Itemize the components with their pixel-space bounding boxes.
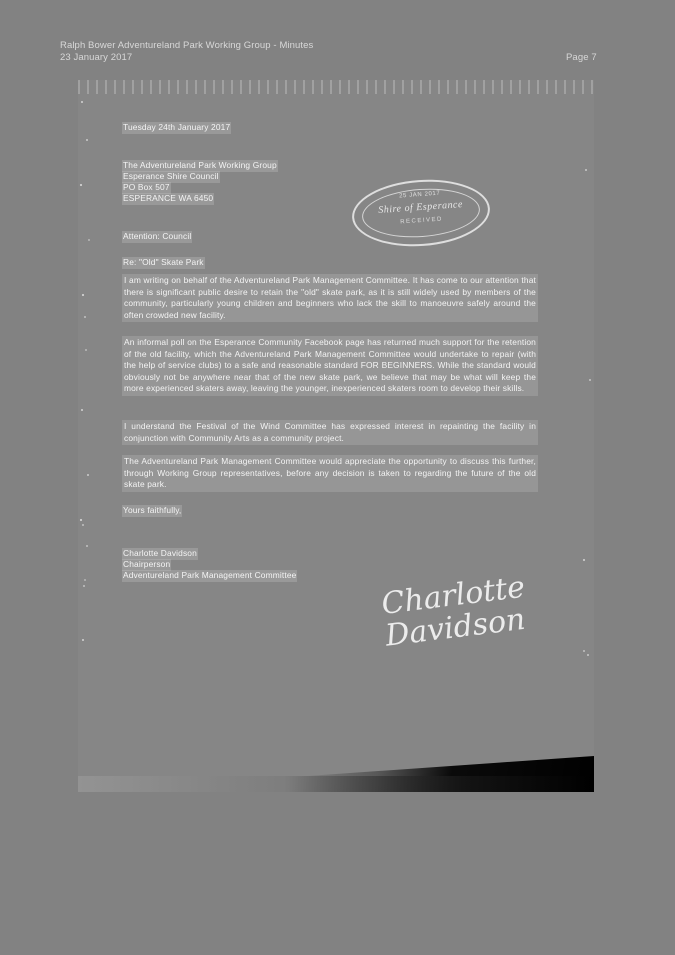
received-stamp-name: Shire of Esperance <box>377 199 464 216</box>
letter-subject: Re: "Old" Skate Park <box>123 257 204 267</box>
letter-recipient-line-3: PO Box 507 <box>123 182 170 192</box>
letter-paragraph-4: The Adventureland Park Management Committee would appreciate the opportunity to discuss this further, through Working Group representatives, before any decision is taken to regarding the future of the old skate park. <box>122 455 538 492</box>
scan-speck <box>583 650 585 652</box>
handwritten-signature <box>362 569 554 700</box>
scan-speck <box>83 585 85 587</box>
received-stamp-date: 25 JAN 2017 <box>398 190 441 200</box>
scanned-letter-image <box>78 80 594 792</box>
page-header <box>0 38 675 70</box>
letter-recipient-line-2: Esperance Shire Council <box>123 171 219 181</box>
received-stamp-sub: RECEIVED <box>400 216 444 226</box>
letter-paragraph-3: I understand the Festival of the Wind Committee has expressed interest in repainting the facility in conjunction with Community Arts as a community project. <box>122 420 538 445</box>
letter-signatory-name: Charlotte Davidson <box>123 548 197 558</box>
received-stamp <box>350 175 492 250</box>
scan-speck <box>84 316 86 318</box>
letter-date: Tuesday 24th January 2017 <box>123 122 231 132</box>
letter-paragraph-2: An informal poll on the Esperance Community Facebook page has returned much support for the retention of the old facility, which the Adventureland Park Management Committee would undertake to repair (with the help of service clubs) to a safe and reasonable standard FOR BEGINNERS. While the standard would obviously not be anywhere near that of the new skate park, we believe that may be what will keep the more experienced skaters away, leaving the younger, inexperienced skaters room to develop their skills. <box>122 336 538 396</box>
header-page-number: Page 7 <box>566 52 597 63</box>
scan-shadow-edge <box>78 776 594 792</box>
letter-attention: Attention: Council <box>123 231 192 241</box>
scan-noise-top <box>78 80 594 94</box>
letter-signatory-organisation: Adventureland Park Management Committee <box>123 570 297 580</box>
scan-speck <box>86 545 88 547</box>
scan-speck <box>82 524 84 526</box>
letter-recipient-line-4: ESPERANCE WA 6450 <box>123 193 214 203</box>
letter-signatory-role: Chairperson <box>123 559 171 569</box>
header-document-date: 23 January 2017 <box>60 52 133 63</box>
letter-recipient-line-1: The Adventureland Park Working Group <box>123 160 277 170</box>
scan-noise-right <box>578 80 594 792</box>
header-document-title: Ralph Bower Adventureland Park Working Group - Minutes <box>60 40 314 51</box>
scan-noise-left <box>78 80 94 792</box>
letter-paragraph-1: I am writing on behalf of the Adventureland Park Management Committee. It has come to our attention that there is significant public desire to retain the "old" skate park, as it is still widely used by members of the community, particularly young children and beginners who lack the skill to manoeuvre safely around the often crowded new facility. <box>122 274 538 322</box>
letter-closing: Yours faithfully, <box>123 505 182 515</box>
handwritten-signature-text: Charlotte Davidson <box>379 569 528 654</box>
